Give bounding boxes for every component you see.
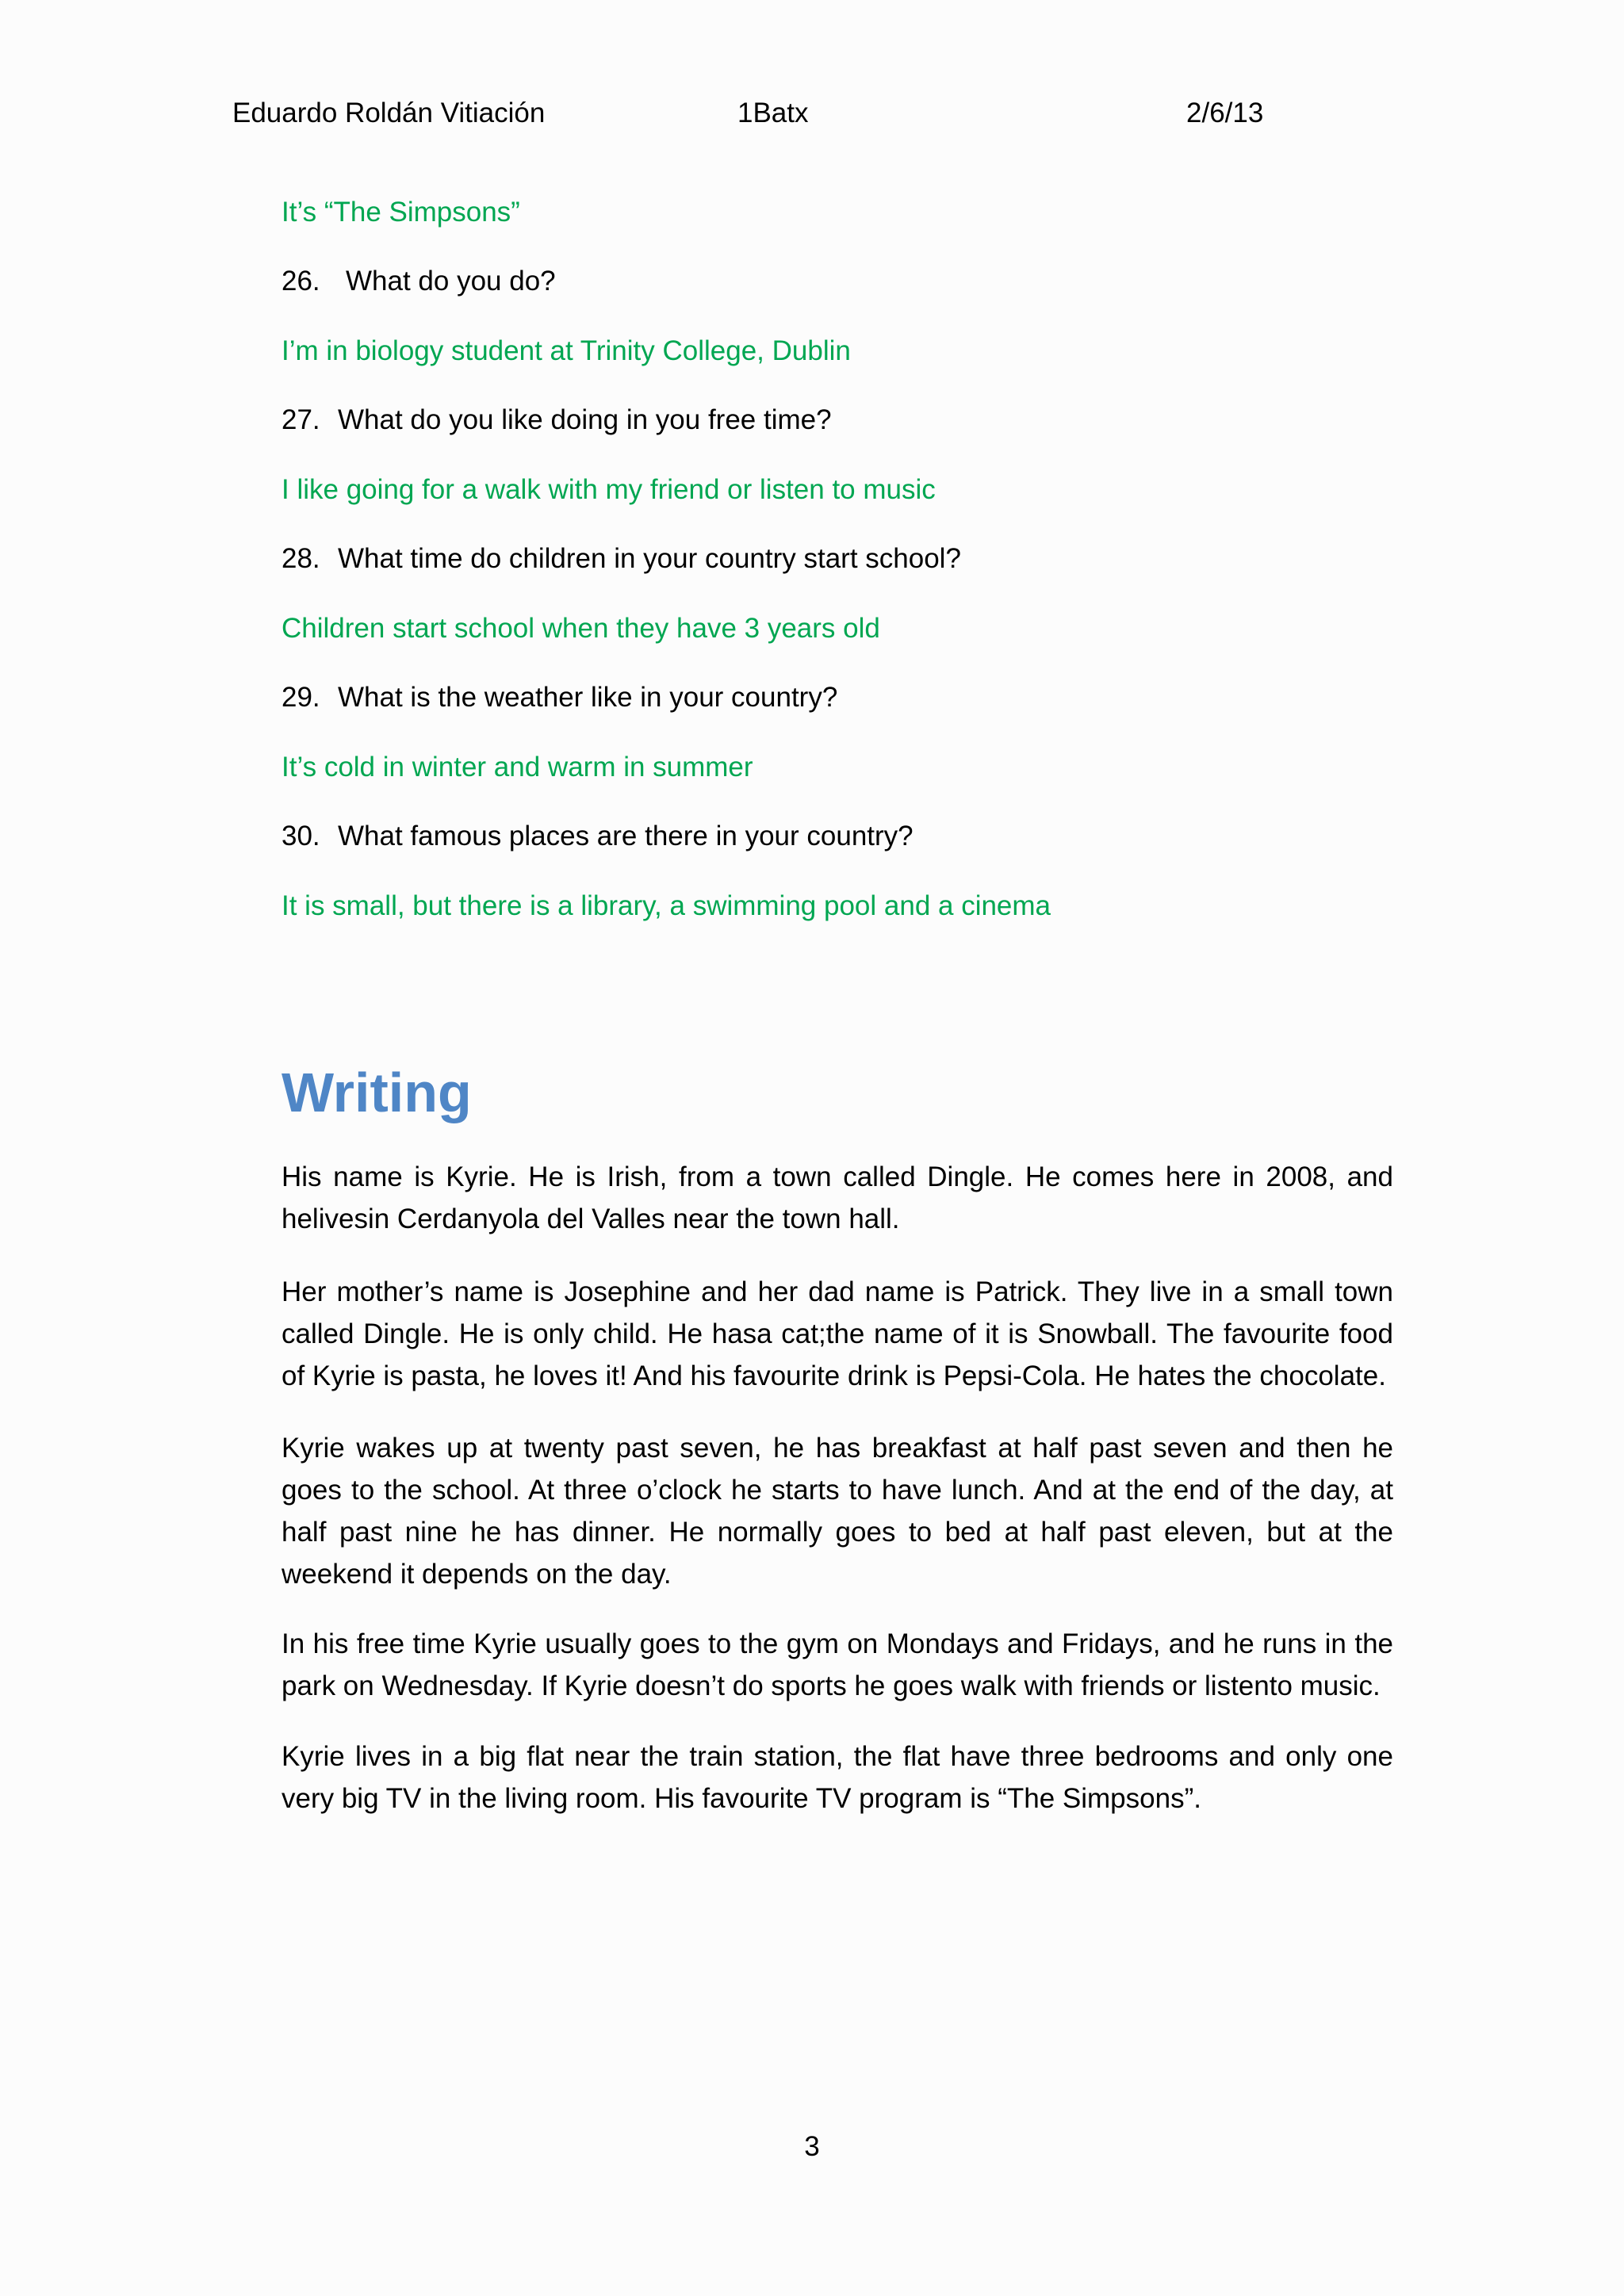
answer-line: It’s “The Simpsons” <box>282 197 520 228</box>
answer-line: I like going for a walk with my friend or listen to music <box>282 474 936 505</box>
question-number: 28. <box>282 543 320 574</box>
answer-line: It’s cold in winter and warm in summer <box>282 752 753 783</box>
page-number: 3 <box>804 2131 820 2162</box>
question-line <box>282 678 1392 718</box>
question-line <box>282 262 1392 301</box>
writing-paragraph: In his free time Kyrie usually goes to the gym on Mondays and Fridays, and he runs in the park on Wednesday. If Kyrie doesn’t do sports he goes walk with friends or listento music. <box>282 1628 1393 1701</box>
question-text: What do you do? <box>346 266 556 297</box>
answer-line: It is small, but there is a library, a swimming pool and a cinema <box>282 890 1051 921</box>
question-line <box>282 817 1392 856</box>
question-text: What is the weather like in your country? <box>338 682 838 713</box>
question-text: What do you like doing in you free time? <box>338 404 832 435</box>
writing-paragraph: Her mother’s name is Josephine and her dad name is Patrick. They live in a small town called Dingle. He is only child. He hasa cat;the name of it is Snowball. The favourite food of Kyrie is pasta, he loves it! And his favourite drink is Pepsi-Cola. He hates the chocolate. <box>282 1276 1393 1391</box>
question-number: 29. <box>282 682 320 713</box>
writing-paragraph: Kyrie lives in a big flat near the train station, the flat have three bedrooms and only one very big TV in the living room. His favourite TV program is “The Simpsons”. <box>282 1741 1393 1814</box>
header-author: Eduardo Roldán Vitiación <box>232 98 546 128</box>
writing-heading: Writing <box>282 1062 472 1123</box>
question-number: 30. <box>282 821 320 851</box>
writing-paragraph: His name is Kyrie. He is Irish, from a town called Dingle. He comes here in 2008, and helivesin Cerdanyola del Valles near the town hall. <box>282 1161 1393 1234</box>
writing-paragraph: Kyrie wakes up at twenty past seven, he has breakfast at half past seven and then he goes to the school. At three o’clock he starts to have lunch. And at the end of the day, at half past nine he has dinner. He normally goes to bed at half past eleven, but at the weekend it depends on the day. <box>282 1433 1393 1590</box>
answer-line: Children start school when they have 3 years old <box>282 613 880 644</box>
header-date: 2/6/13 <box>1186 98 1264 128</box>
question-text: What time do children in your country start school? <box>338 543 961 574</box>
question-line <box>282 400 1392 440</box>
question-text: What famous places are there in your country? <box>338 821 914 851</box>
question-line <box>282 539 1392 579</box>
header-class: 1Batx <box>737 98 809 128</box>
answer-line: I’m in biology student at Trinity College, Dublin <box>282 335 851 366</box>
question-number: 26. <box>282 266 320 297</box>
question-number: 27. <box>282 404 320 435</box>
